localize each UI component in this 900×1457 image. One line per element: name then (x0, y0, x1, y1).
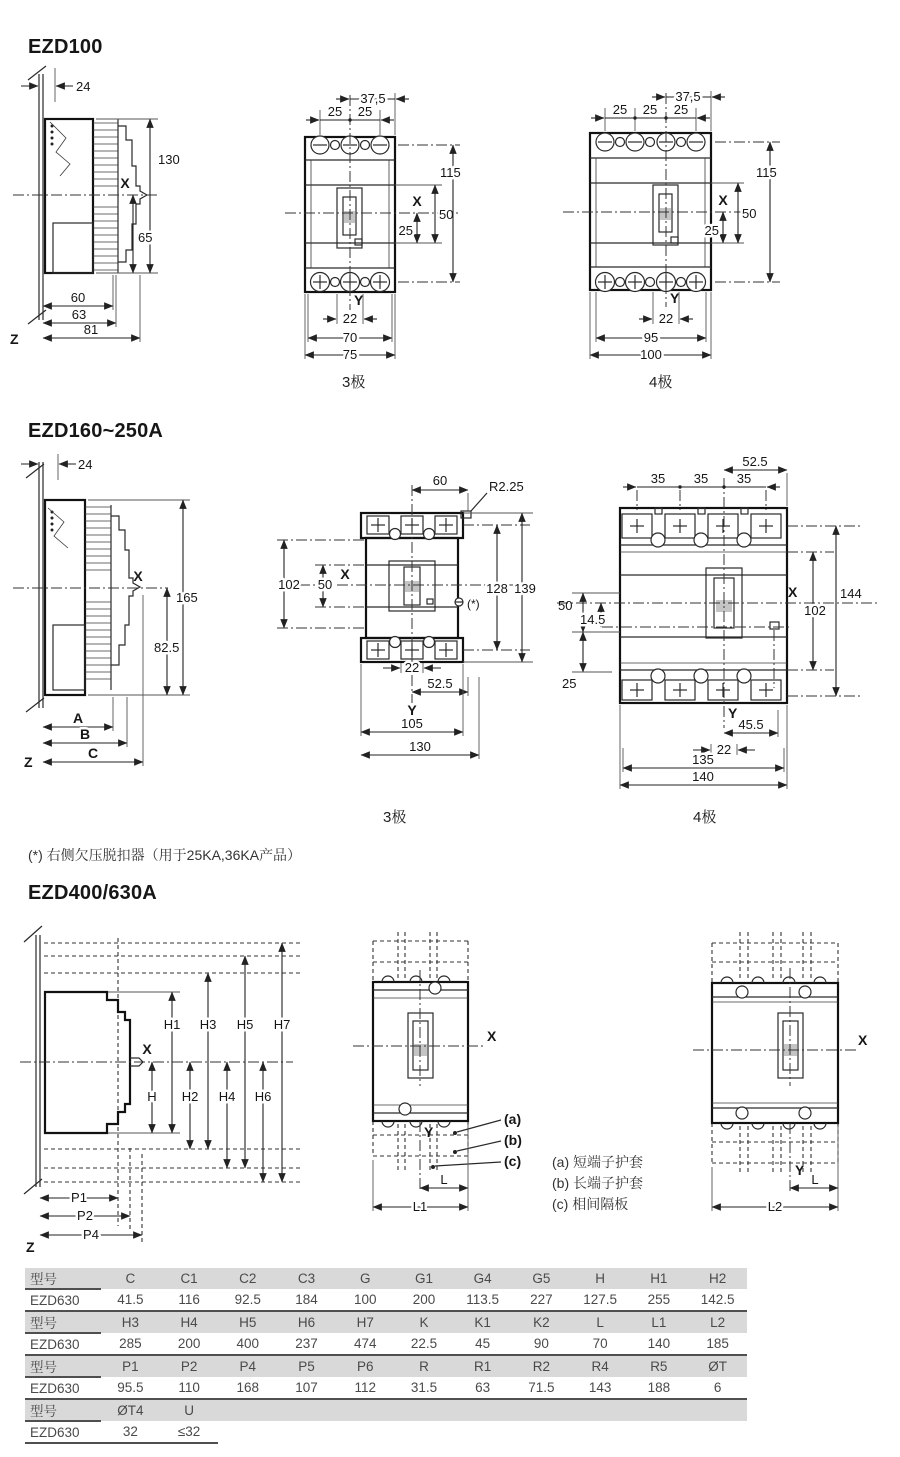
dims (558, 454, 862, 789)
dim-header-cell (336, 1399, 395, 1421)
dim-label: B (79, 726, 91, 742)
dim-value-cell: 116 (160, 1289, 219, 1311)
dim-value-cell: 63 (453, 1377, 512, 1399)
dim-label: 63 (71, 307, 87, 322)
dim-label: P4 (83, 1227, 99, 1242)
star-note-label: (*) (467, 597, 480, 611)
dim-label: H (147, 1089, 157, 1104)
dim-label: 22 (342, 311, 358, 326)
terminal-legend (552, 1152, 643, 1215)
dim-label: 24 (76, 79, 91, 94)
callout-label-a: (a) (504, 1111, 522, 1127)
dim-label: 50 (558, 598, 573, 613)
axis-label-x: X (412, 193, 422, 209)
centerlines (353, 970, 497, 1192)
callout-label-c: (c) (504, 1153, 522, 1169)
dim-label: 50 (439, 207, 454, 222)
dim-label: 22 (658, 311, 674, 326)
dim-label: 95 (643, 330, 659, 345)
axis-label-x: X (120, 175, 130, 191)
dim-header-cell: G (336, 1268, 395, 1289)
dim-label: 22 (404, 660, 420, 675)
breaker-profile (45, 500, 140, 695)
dim-header-cell: ØT (688, 1355, 747, 1377)
caption-ezd100-3pole: 3极 (342, 374, 366, 391)
legend-item-b (552, 1173, 643, 1194)
table-header-row (25, 1355, 747, 1377)
dim-value-cell (395, 1421, 454, 1443)
dim-header-cell: H3 (101, 1311, 160, 1333)
dim-label: H4 (218, 1089, 236, 1104)
dim-label: 60 (70, 290, 86, 305)
axis-label-y: Y (670, 290, 680, 306)
dim-value-cell: 200 (160, 1333, 219, 1355)
dim-header-cell (395, 1399, 454, 1421)
dim-value-cell: 90 (512, 1333, 571, 1355)
dim-header-cell: K (395, 1311, 454, 1333)
dim-label: 25 (673, 102, 689, 117)
legend-item-a (552, 1152, 643, 1173)
model-header-cell: 型号 (25, 1268, 101, 1289)
dim-label: 25 (327, 104, 343, 119)
dim-label: 25 (704, 223, 719, 238)
dim-header-cell (629, 1399, 688, 1421)
table-header-row (25, 1399, 747, 1421)
dim-label: 128 (486, 581, 508, 596)
model-value-cell: EZD630 (25, 1377, 101, 1399)
dim-label: H2 (181, 1089, 199, 1104)
dim-value-cell: 188 (629, 1377, 688, 1399)
dim-header-cell: R (395, 1355, 454, 1377)
dim-label: 130 (409, 739, 431, 754)
caption-ezd160-4pole: 4极 (693, 809, 717, 826)
dim-value-cell: 22.5 (395, 1333, 454, 1355)
callouts (431, 1111, 522, 1169)
dim-label: 35 (693, 471, 709, 486)
dim-value-cell (218, 1421, 277, 1443)
dim-value-cell (688, 1421, 747, 1443)
dim-label: 140 (692, 769, 714, 784)
dim-header-cell: G4 (453, 1268, 512, 1289)
dim-value-cell (277, 1421, 336, 1443)
dim-header-cell: P1 (101, 1355, 160, 1377)
dim-label: 50 (317, 577, 333, 592)
dim-label: 52.5 (427, 676, 453, 691)
dim-label: 115 (756, 165, 777, 180)
dim-header-cell (688, 1399, 747, 1421)
model-value-cell: EZD630 (25, 1289, 101, 1311)
dim-header-cell: U (160, 1399, 219, 1421)
dim-label: 70 (342, 330, 358, 345)
dim-label: R2.25 (489, 479, 524, 494)
table-header-row (25, 1268, 747, 1289)
dims (10, 68, 180, 347)
table-value-row (25, 1377, 747, 1399)
legend-text: 长端子护套 (573, 1175, 644, 1191)
dim-label: 35 (650, 471, 666, 486)
dim-label: 115 (440, 165, 461, 180)
dim-label: H6 (254, 1089, 272, 1104)
dim-header-cell (277, 1399, 336, 1421)
dim-label: 35 (736, 471, 752, 486)
ezd400-side-view-drawing (8, 918, 308, 1263)
model-header-cell: 型号 (25, 1355, 101, 1377)
axis-label-y: Y (795, 1162, 805, 1178)
dim-label: 25 (642, 102, 658, 117)
axis-label-z: Z (24, 754, 33, 770)
table-value-row (25, 1289, 747, 1311)
ezd100-3pole-drawing (280, 85, 485, 377)
legend-key: (b) (552, 1175, 570, 1191)
dim-value-cell: 168 (218, 1377, 277, 1399)
table-value-row (25, 1333, 747, 1355)
dim-label: 22 (716, 742, 732, 757)
dim-value-cell: 255 (629, 1289, 688, 1311)
dim-header-cell: ØT4 (101, 1399, 160, 1421)
dim-value-cell: 95.5 (101, 1377, 160, 1399)
dim-value-cell: 71.5 (512, 1377, 571, 1399)
dim-label: 45.5 (738, 717, 764, 732)
dim-value-cell: 474 (336, 1333, 395, 1355)
axis-label-x: X (133, 568, 143, 584)
dim-label: 139 (514, 581, 536, 596)
dim-label: L (440, 1172, 448, 1187)
dim-header-cell: R1 (453, 1355, 512, 1377)
dim-value-cell: 285 (101, 1333, 160, 1355)
breaker-body (620, 508, 787, 703)
wall (24, 926, 42, 1194)
dim-value-cell: 227 (512, 1289, 571, 1311)
dim-value-cell: 107 (277, 1377, 336, 1399)
section-title-ezd100: EZD100 (28, 36, 103, 58)
dim-label: 24 (78, 457, 93, 472)
dim-header-cell: L2 (688, 1311, 747, 1333)
dim-label: 60 (432, 473, 448, 488)
dim-label: 100 (640, 347, 662, 362)
dim-value-cell (512, 1421, 571, 1443)
dim-value-cell: 200 (395, 1289, 454, 1311)
dim-value-cell: 127.5 (571, 1289, 630, 1311)
dim-header-cell: C3 (277, 1268, 336, 1289)
dim-label: P2 (77, 1208, 93, 1223)
axis-label-x: X (858, 1032, 868, 1048)
terminal-shield-dashes (712, 932, 838, 1175)
dim-value-cell: 143 (571, 1377, 630, 1399)
legend-key: (a) (552, 1154, 570, 1170)
dim-value-cell: 185 (688, 1333, 747, 1355)
axis-label-x: X (487, 1028, 497, 1044)
dim-label: 14.5 (580, 612, 606, 627)
dim-label: 144 (840, 586, 862, 601)
dim-header-cell: H7 (336, 1311, 395, 1333)
legend-text: 短端子护套 (573, 1154, 644, 1170)
callout-label-b: (b) (504, 1132, 522, 1148)
dim-label: 52.5 (742, 454, 768, 469)
dimension-table (25, 1268, 747, 1444)
dim-label: 81 (83, 322, 99, 337)
axis-label-x: X (142, 1041, 152, 1057)
dim-header-cell: K1 (453, 1311, 512, 1333)
dim-label: 130 (158, 152, 180, 167)
dimension-table-body (25, 1268, 747, 1443)
dim-label: H1 (163, 1017, 181, 1032)
dim-value-cell: ≤32 (160, 1421, 219, 1443)
dim-value-cell: 6 (688, 1377, 747, 1399)
dim-value-cell: 110 (160, 1377, 219, 1399)
dim-value-cell: 184 (277, 1289, 336, 1311)
dim-header-cell (571, 1399, 630, 1421)
ezd100-4pole-drawing (558, 85, 803, 377)
dim-header-cell: G5 (512, 1268, 571, 1289)
dim-value-cell (629, 1421, 688, 1443)
ezd100-side-view-drawing (8, 62, 223, 372)
dim-label: H3 (199, 1017, 217, 1032)
dim-header-cell: H2 (688, 1268, 747, 1289)
dims (590, 89, 777, 362)
dim-value-cell: 92.5 (218, 1289, 277, 1311)
dim-label: 165 (176, 590, 198, 605)
dim-value-cell (336, 1421, 395, 1443)
dims (712, 1126, 838, 1214)
caption-ezd100-4pole: 4极 (649, 374, 673, 391)
dim-header-cell: P2 (160, 1355, 219, 1377)
dim-header-cell: H (571, 1268, 630, 1289)
axis-label-y: Y (424, 1124, 434, 1140)
model-header-cell: 型号 (25, 1311, 101, 1333)
dim-label: 135 (692, 752, 714, 767)
dim-value-cell: 113.5 (453, 1289, 512, 1311)
dim-header-cell: G1 (395, 1268, 454, 1289)
dim-header-cell (453, 1399, 512, 1421)
dim-header-cell: R5 (629, 1355, 688, 1377)
legend-item-c (552, 1194, 643, 1215)
dim-value-cell: 140 (629, 1333, 688, 1355)
dim-label: C (87, 745, 99, 761)
dim-header-cell: H6 (277, 1311, 336, 1333)
dim-label: H5 (236, 1017, 254, 1032)
ezd160-4pole-drawing (542, 448, 890, 810)
dim-header-cell: H5 (218, 1311, 277, 1333)
dim-header-cell: P5 (277, 1355, 336, 1377)
section-title-ezd160: EZD160~250A (28, 420, 164, 442)
dims (305, 91, 461, 362)
centerline-x (13, 568, 168, 588)
axis-label-y: Y (728, 705, 738, 721)
model-header-cell: 型号 (25, 1399, 101, 1421)
dim-header-cell (218, 1399, 277, 1421)
axis-label-y: Y (354, 292, 364, 308)
dim-label: L (811, 1172, 819, 1187)
dim-label: 105 (401, 716, 423, 731)
axis-label-x: X (788, 584, 798, 600)
breaker-profile (45, 119, 147, 273)
model-value-cell: EZD630 (25, 1333, 101, 1355)
dim-header-cell: P4 (218, 1355, 277, 1377)
table-header-row (25, 1311, 747, 1333)
dim-header-cell: P6 (336, 1355, 395, 1377)
wall (26, 462, 44, 712)
dim-value-cell: 41.5 (101, 1289, 160, 1311)
dim-label: H7 (273, 1017, 291, 1032)
dim-value-cell (571, 1421, 630, 1443)
dim-label: A (72, 710, 84, 726)
dim-value-cell: 112 (336, 1377, 395, 1399)
dim-value-cell: 70 (571, 1333, 630, 1355)
dim-header-cell: K2 (512, 1311, 571, 1333)
dim-value-cell: 100 (336, 1289, 395, 1311)
dim-value-cell: 142.5 (688, 1289, 747, 1311)
breaker-body (361, 511, 471, 662)
model-value-cell: EZD630 (25, 1421, 101, 1443)
axis-label-z: Z (10, 331, 19, 347)
dim-label: L2 (767, 1199, 783, 1214)
dim-header-cell: L1 (629, 1311, 688, 1333)
axis-label-z: Z (26, 1239, 35, 1255)
dim-label: 25 (612, 102, 628, 117)
dim-header-cell (512, 1399, 571, 1421)
dim-label: 25 (562, 676, 577, 691)
dim-header-cell: R2 (512, 1355, 571, 1377)
dim-value-cell (453, 1421, 512, 1443)
dim-header-cell: H1 (629, 1268, 688, 1289)
dim-value-cell: 31.5 (395, 1377, 454, 1399)
dim-value-cell: 400 (218, 1333, 277, 1355)
breaker-body (712, 977, 838, 1129)
dim-label: 82.5 (154, 640, 180, 655)
dim-header-cell: R4 (571, 1355, 630, 1377)
centerline-x (20, 1041, 293, 1062)
dim-value-cell: 45 (453, 1333, 512, 1355)
dim-header-cell: C1 (160, 1268, 219, 1289)
undervoltage-release-note: (*) 右侧欠压脱扣器（用于25KA,36KA产品） (28, 847, 302, 863)
dim-header-cell: C2 (218, 1268, 277, 1289)
dim-label: 50 (742, 206, 757, 221)
dims (21, 454, 198, 770)
caption-ezd160-3pole: 3极 (383, 809, 407, 826)
axis-label-x: X (718, 192, 728, 208)
dim-label: 102 (804, 603, 826, 618)
dim-label: 25 (398, 223, 413, 238)
ezd400-4pole-drawing (688, 928, 900, 1263)
dim-label: 25 (357, 104, 373, 119)
dim-header-cell: C (101, 1268, 160, 1289)
ezd160-3pole-drawing (275, 455, 545, 805)
dim-value-cell: 237 (277, 1333, 336, 1355)
axis-label-x: X (340, 566, 350, 582)
dim-header-cell: H4 (160, 1311, 219, 1333)
dim-label: 65 (138, 230, 153, 245)
section-title-ezd400: EZD400/630A (28, 882, 157, 904)
axis-label-y: Y (407, 702, 417, 718)
dim-label: 102 (278, 577, 300, 592)
dim-label: L1 (412, 1199, 428, 1214)
ezd160-side-view-drawing (8, 450, 223, 780)
legend-text: 相间隔板 (572, 1196, 629, 1212)
table-value-row (25, 1421, 747, 1443)
dim-header-cell: L (571, 1311, 630, 1333)
dim-value-cell: 32 (101, 1421, 160, 1443)
dim-label: 37,5 (360, 91, 386, 106)
dim-label: 75 (342, 347, 358, 362)
legend-key: (c) (552, 1196, 569, 1212)
dim-label: P1 (71, 1190, 87, 1205)
dim-label: 37,5 (675, 89, 701, 104)
p-dims (26, 1190, 142, 1255)
